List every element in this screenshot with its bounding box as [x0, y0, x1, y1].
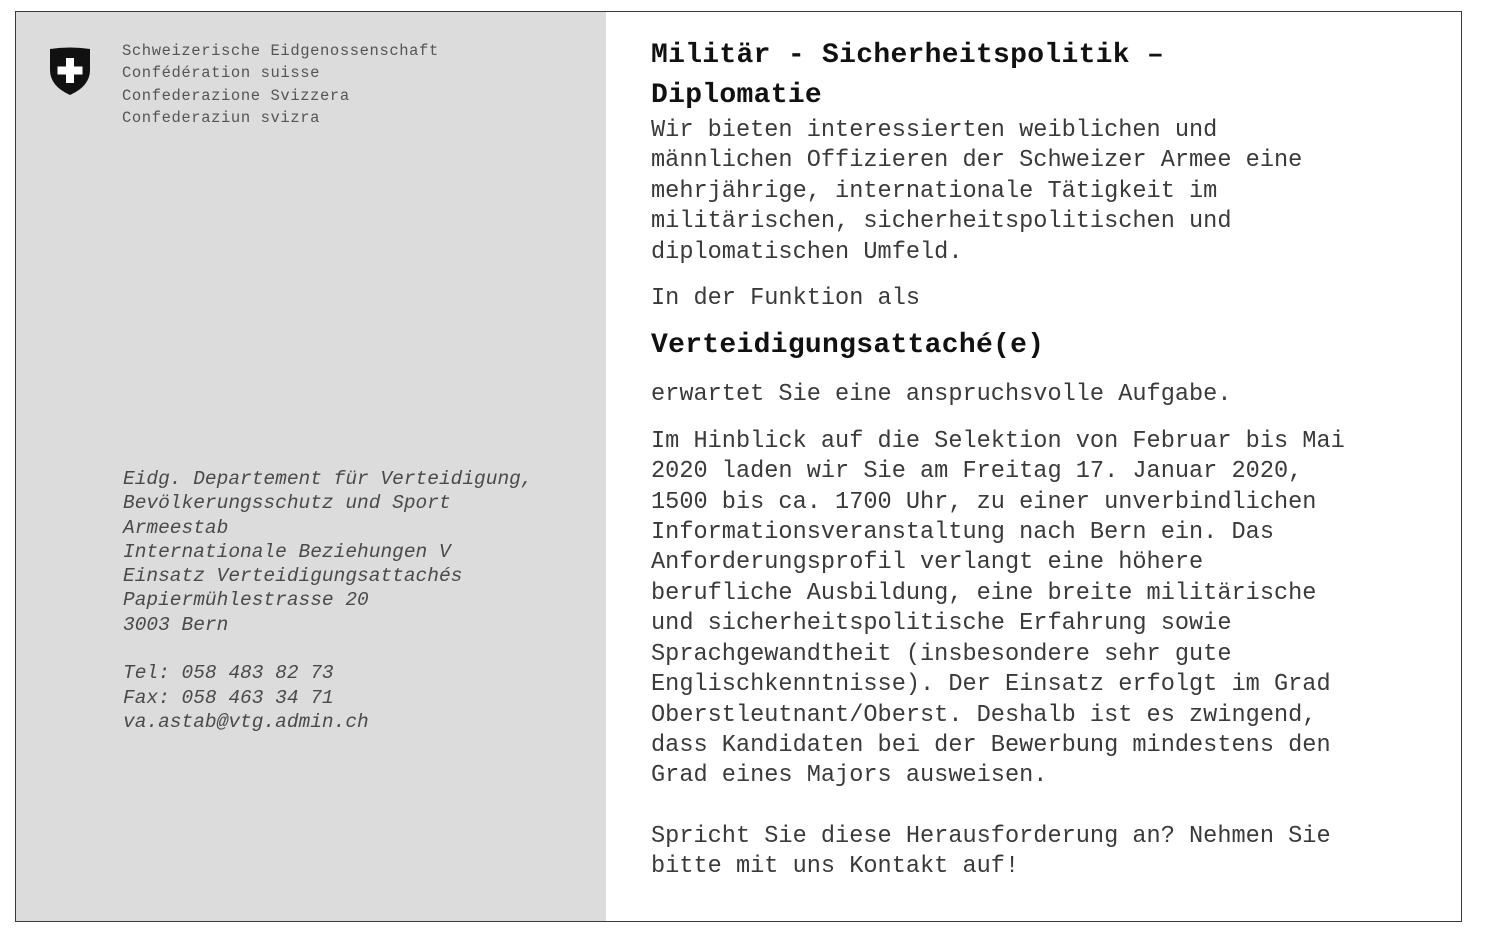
confederation-name-it: Confederazione Svizzera — [122, 86, 350, 105]
text-line: berufliche Ausbildung, eine breite militärische — [651, 579, 1317, 607]
ad-headline — [651, 36, 1451, 116]
text-line: 2020 laden wir Sie am Freitag 17. Januar 2020, — [651, 458, 1303, 486]
text-line: Spricht Sie diese Herausforderung an? Nehmen Sie — [651, 822, 1331, 850]
text-line: Informationsveranstaltung nach Bern ein. Das — [651, 519, 1274, 547]
swiss-shield-icon — [48, 46, 92, 96]
headline-line: Militär - Sicherheitspolitik – — [651, 40, 1165, 71]
headline-line: Diplomatie — [651, 80, 823, 111]
function-intro: In der Funktion als — [651, 285, 921, 313]
text-line: Grad eines Majors ausweisen. — [651, 762, 1048, 790]
text-line: Anforderungsprofil verlangt eine höhere — [651, 549, 1204, 577]
advertisement-frame — [15, 11, 1462, 922]
text-line: männlichen Offizieren der Schweizer Armee eine — [651, 147, 1303, 175]
text-line: Sprachgewandtheit (insbesondere sehr gute — [651, 640, 1232, 668]
address-spacer — [123, 637, 533, 661]
text-line: Wir bieten interessierten weiblichen und — [651, 117, 1218, 144]
text-line: dass Kandidaten bei der Bewerbung mindestens den — [651, 731, 1331, 759]
address-line: Armeestab — [123, 516, 229, 539]
confederation-names — [122, 40, 439, 129]
address-line: Bevölkerungsschutz und Sport — [123, 492, 451, 515]
text-line: und sicherheitspolitische Erfahrung sowie — [651, 610, 1232, 638]
intro-paragraph — [651, 116, 1451, 268]
confederation-name-rm: Confederaziun svizra — [122, 108, 321, 127]
sender-panel — [16, 12, 606, 921]
address-line: 3003 Bern — [123, 613, 229, 636]
address-line: Einsatz Verteidigungsattachés — [123, 565, 463, 588]
email-address: va.astab@vtg.admin.ch — [123, 710, 369, 733]
confederation-name-de: Schweizerische Eidgenossenschaft — [122, 42, 439, 60]
sender-address — [123, 467, 533, 734]
ad-content — [651, 36, 1451, 883]
phone-number: Tel: 058 483 82 73 — [123, 662, 334, 685]
text-line: mehrjährige, internationale Tätigkeit im — [651, 177, 1218, 205]
address-line: Internationale Beziehungen V — [123, 540, 451, 563]
text-line: militärischen, sicherheitspolitischen und — [651, 208, 1232, 236]
fax-number: Fax: 058 463 34 71 — [123, 686, 334, 709]
text-line: diplomatischen Umfeld. — [651, 238, 963, 266]
text-line: Englischkenntnisse). Der Einsatz erfolgt im Grad — [651, 671, 1331, 699]
details-paragraph — [651, 427, 1451, 792]
text-line: 1500 bis ca. 1700 Uhr, zu einer unverbindlichen — [651, 488, 1317, 516]
text-line: Im Hinblick auf die Selektion von Februar bis Mai — [651, 427, 1345, 455]
address-line: Eidg. Departement für Verteidigung, — [123, 468, 533, 490]
role-title: Verteidigungsattaché(e) — [651, 330, 1045, 362]
address-line: Papiermühlestrasse 20 — [123, 589, 369, 612]
closing-paragraph — [651, 822, 1451, 883]
confederation-name-fr: Confédération suisse — [122, 64, 321, 83]
text-line: Oberstleutnant/Oberst. Deshalb ist es zwingend, — [651, 701, 1317, 729]
role-outro: erwartet Sie eine anspruchsvolle Aufgabe. — [651, 381, 1232, 409]
text-line: bitte mit uns Kontakt auf! — [651, 853, 1020, 881]
